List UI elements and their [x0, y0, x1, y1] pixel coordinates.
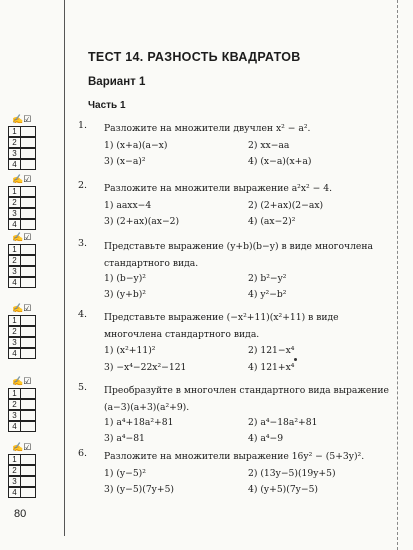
- answer-box[interactable]: [21, 208, 36, 219]
- task-number: 2.: [78, 180, 88, 191]
- answer-box[interactable]: [21, 186, 36, 197]
- answer-box-number: 3: [8, 410, 21, 421]
- answer-box-number: 4: [8, 277, 21, 288]
- pencil-check-icon: ✍☑: [12, 443, 32, 453]
- answer-box-number: 4: [8, 348, 21, 359]
- answer-box[interactable]: [21, 348, 36, 359]
- answer-box-number: 2: [8, 137, 21, 148]
- answer-box[interactable]: [21, 487, 36, 498]
- answer-box[interactable]: [21, 148, 36, 159]
- variant-heading: Вариант 1: [88, 76, 146, 88]
- answer-box-number: 1: [8, 454, 21, 465]
- answer-boxes: [8, 377, 60, 431]
- answer-box-number: 4: [8, 421, 21, 432]
- option-2: 2) (2+ax)(2−ax): [248, 200, 324, 211]
- answer-box[interactable]: [21, 326, 36, 337]
- answer-box[interactable]: [21, 315, 36, 326]
- option-3: 3) a⁴−81: [104, 433, 145, 444]
- answer-box[interactable]: [21, 388, 36, 399]
- option-3: 3) (x−a)²: [104, 156, 146, 167]
- answer-box[interactable]: [21, 337, 36, 348]
- answer-box[interactable]: [21, 126, 36, 137]
- answer-box-number: 4: [8, 159, 21, 170]
- answer-box-number: 2: [8, 465, 21, 476]
- answer-box-number: 1: [8, 315, 21, 326]
- pencil-check-icon: ✍☑: [12, 175, 32, 185]
- option-3: 3) (y+b)²: [104, 289, 146, 300]
- answer-box[interactable]: [21, 277, 36, 288]
- answer-boxes: [8, 233, 60, 287]
- answer-box-number: 1: [8, 388, 21, 399]
- answer-box-number: 1: [8, 126, 21, 137]
- page-number: 80: [14, 508, 27, 520]
- task-text: Разложите на множители выражение a²x² − 4.: [104, 183, 333, 194]
- option-2: 2) (13y−5)(19y+5): [248, 468, 336, 479]
- margin-line: [64, 0, 65, 536]
- pencil-check-icon: ✍☑: [12, 233, 32, 243]
- option-2: 2) b²−y²: [248, 273, 287, 284]
- answer-box-number: 3: [8, 476, 21, 487]
- task-text: Разложите на множители выражение 16y² − (5+3y)².: [104, 451, 365, 462]
- answer-box[interactable]: [21, 159, 36, 170]
- answer-boxes: [8, 304, 60, 358]
- option-4: 4) (ax−2)²: [248, 216, 296, 227]
- option-1: 1) aaxx−4: [104, 200, 152, 211]
- answer-box[interactable]: [21, 454, 36, 465]
- pencil-check-icon: ✍☑: [12, 377, 32, 387]
- answer-box-number: 4: [8, 487, 21, 498]
- answer-box-number: 1: [8, 244, 21, 255]
- task-text: Преобразуйте в многочлен стандартного вида выражение (a−3)(a+3)(a²+9).: [104, 385, 389, 413]
- option-1: 1) (x+a)(a−x): [104, 140, 168, 151]
- answer-box-number: 3: [8, 148, 21, 159]
- option-1: 1) a⁴+18a²+81: [104, 417, 174, 428]
- option-3: 3) −x⁴−22x²−121: [104, 362, 187, 373]
- task-number: 6.: [78, 448, 88, 459]
- option-3: 3) (y−5)(7y+5): [104, 484, 175, 495]
- ink-dot: [294, 358, 297, 361]
- option-4: 4) y²−b²: [248, 289, 287, 300]
- answer-box[interactable]: [21, 137, 36, 148]
- answer-box-number: 3: [8, 337, 21, 348]
- answer-box-number: 2: [8, 326, 21, 337]
- pencil-check-icon: ✍☑: [12, 115, 32, 125]
- option-4: 4) 121+x⁴: [248, 362, 295, 373]
- answer-box[interactable]: [21, 255, 36, 266]
- answer-box-number: 4: [8, 219, 21, 230]
- option-3: 3) (2+ax)(ax−2): [104, 216, 180, 227]
- option-4: 4) a⁴−9: [248, 433, 284, 444]
- answer-boxes: [8, 115, 60, 169]
- answer-box-number: 1: [8, 186, 21, 197]
- answer-box[interactable]: [21, 399, 36, 410]
- task-number: 1.: [78, 120, 88, 131]
- answer-boxes: [8, 443, 60, 497]
- answer-box[interactable]: [21, 421, 36, 432]
- page-title: ТЕСТ 14. РАЗНОСТЬ КВАДРАТОВ: [88, 50, 301, 64]
- option-4: 4) (x−a)(x+a): [248, 156, 312, 167]
- task-text: Представьте выражение (y+b)(b−y) в виде многочлена стандартного вида.: [104, 241, 373, 269]
- answer-box-number: 3: [8, 208, 21, 219]
- option-1: 1) (x²+11)²: [104, 345, 156, 356]
- answer-box[interactable]: [21, 465, 36, 476]
- option-4: 4) (y+5)(7y−5): [248, 484, 319, 495]
- option-2: 2) xx−aa: [248, 140, 290, 151]
- option-2: 2) 121−x⁴: [248, 345, 295, 356]
- answer-box[interactable]: [21, 410, 36, 421]
- option-1: 1) (y−5)²: [104, 468, 146, 479]
- option-1: 1) (b−y)²: [104, 273, 146, 284]
- task-text: Разложите на множители двучлен x² − a².: [104, 123, 311, 134]
- answer-boxes: [8, 175, 60, 229]
- answer-box[interactable]: [21, 219, 36, 230]
- task-text: Представьте выражение (−x²+11)(x²+11) в виде многочлена стандартного вида.: [104, 312, 339, 340]
- option-2: 2) a⁴−18a²+81: [248, 417, 318, 428]
- part-heading: Часть 1: [88, 100, 126, 111]
- answer-box-number: 2: [8, 255, 21, 266]
- answer-box[interactable]: [21, 476, 36, 487]
- task-number: 4.: [78, 309, 88, 320]
- task-number: 3.: [78, 238, 88, 249]
- answer-box[interactable]: [21, 244, 36, 255]
- task-number: 5.: [78, 382, 88, 393]
- answer-box[interactable]: [21, 197, 36, 208]
- answer-box[interactable]: [21, 266, 36, 277]
- answer-box-number: 2: [8, 197, 21, 208]
- page-edge-line: [397, 0, 399, 550]
- answer-box-number: 3: [8, 266, 21, 277]
- answer-box-number: 2: [8, 399, 21, 410]
- pencil-check-icon: ✍☑: [12, 304, 32, 314]
